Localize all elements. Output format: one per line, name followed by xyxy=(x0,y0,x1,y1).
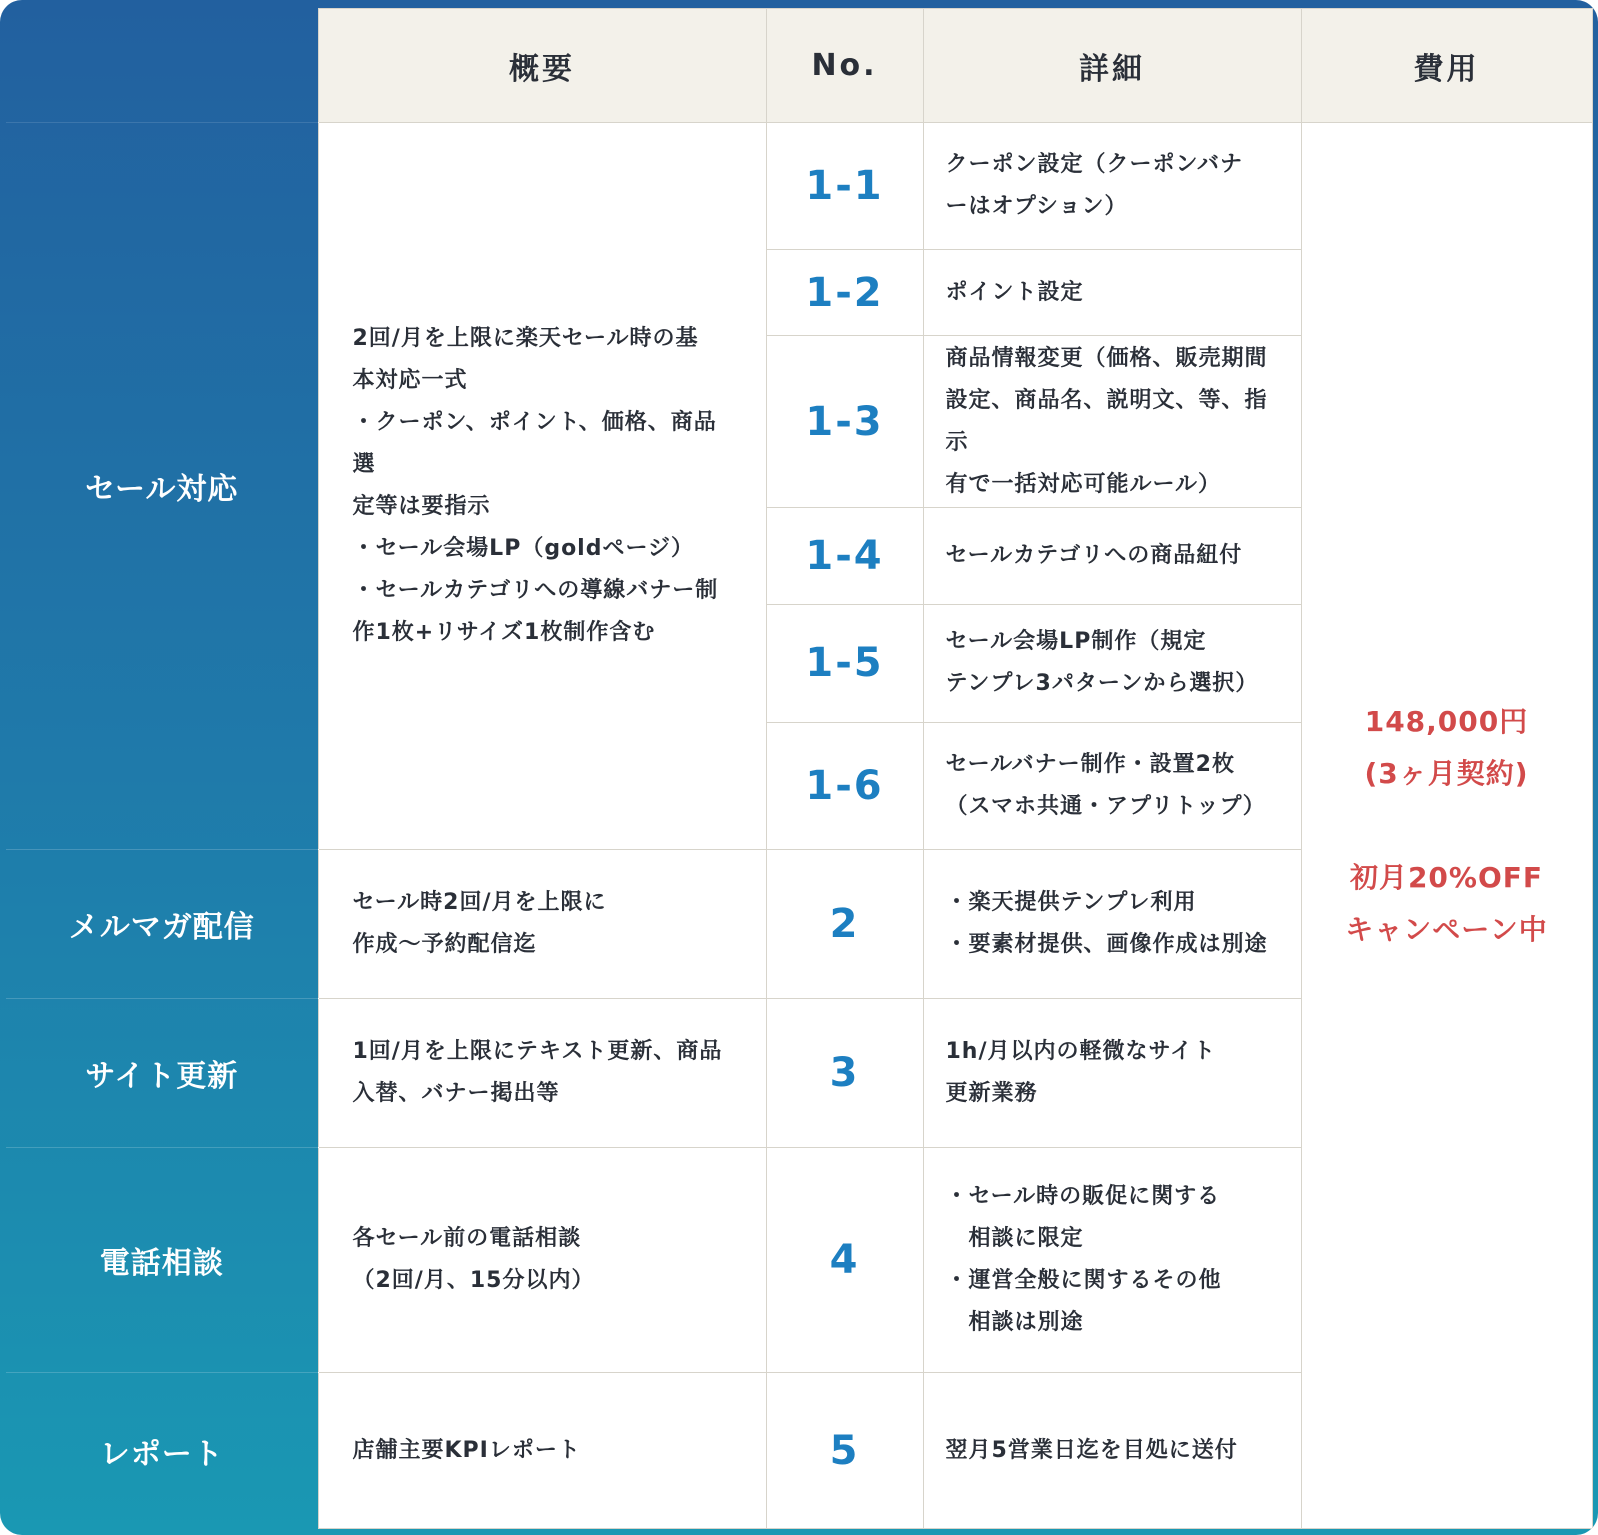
header-summary: 概要 xyxy=(318,9,766,123)
category-sale: セール対応 xyxy=(6,123,318,850)
summary-report: 店舗主要KPIレポート xyxy=(318,1373,766,1529)
item-detail: 翌月5営業日迄を目処に送付 xyxy=(923,1373,1301,1529)
cost-price: 148,000円 xyxy=(1364,704,1529,738)
category-report: レポート xyxy=(99,1436,224,1472)
header-cost: 費用 xyxy=(1301,9,1592,123)
header-detail: 詳細 xyxy=(923,9,1301,123)
item-no: 1-5 xyxy=(766,604,923,722)
item-no: 1-2 xyxy=(766,250,923,336)
campaign-discount: 初月20%OFF xyxy=(1349,860,1544,894)
item-no: 1-1 xyxy=(766,123,923,250)
cost-cell xyxy=(1301,123,1592,1529)
campaign-label: キャンペーン中 xyxy=(1345,912,1548,946)
item-detail: セール会場LP制作（規定 テンプレ3パターンから選択） xyxy=(923,604,1301,722)
summary-phone-consultation: 各セール前の電話相談 （2回/月、15分以内） xyxy=(318,1147,766,1372)
header-row xyxy=(6,9,1592,123)
category-site-update: サイト更新 xyxy=(6,999,318,1148)
item-no: 5 xyxy=(766,1373,923,1529)
item-no: 4 xyxy=(766,1147,923,1372)
category-newsletter: メルマガ配信 xyxy=(6,850,318,999)
item-detail: 1h/月以内の軽微なサイト 更新業務 xyxy=(923,999,1301,1148)
service-pricing-table xyxy=(6,8,1593,1529)
header-corner xyxy=(6,9,318,123)
item-no: 1-4 xyxy=(766,508,923,605)
cost-term: (3ヶ月契約) xyxy=(1364,756,1529,790)
summary-newsletter: セール時2回/月を上限に 作成〜予約配信迄 xyxy=(318,850,766,999)
item-no: 2 xyxy=(766,850,923,999)
summary-sale: 2回/月を上限に楽天セール時の基 本対応一式 ・クーポン、ポイント、価格、商品選 定等は要指示 ・セール会場LP（goldページ） ・セールカテゴリへの導線バナー制 作1枚+リサイズ1枚制作含む xyxy=(318,123,766,850)
item-detail: クーポン設定（クーポンバナ ーはオプション） xyxy=(923,123,1301,250)
item-no: 1-3 xyxy=(766,335,923,507)
item-detail: セールカテゴリへの商品紐付 xyxy=(923,508,1301,605)
item-detail: セールバナー制作・設置2枚 （スマホ共通・アプリトップ） xyxy=(923,723,1301,850)
category-phone-consultation: 電話相談 xyxy=(6,1147,318,1372)
item-no: 3 xyxy=(766,999,923,1148)
item-detail: 商品情報変更（価格、販売期間 設定、商品名、説明文、等、指示 有で一括対応可能ルール） xyxy=(923,335,1301,507)
item-no: 1-6 xyxy=(766,723,923,850)
item-detail: ・セール時の販促に関する 相談に限定 ・運営全般に関するその他 相談は別途 xyxy=(923,1147,1301,1372)
item-detail: ポイント設定 xyxy=(923,250,1301,336)
table-row xyxy=(6,123,1592,250)
summary-site-update: 1回/月を上限にテキスト更新、商品 入替、バナー掲出等 xyxy=(318,999,766,1148)
header-no: No. xyxy=(766,9,923,123)
item-detail: ・楽天提供テンプレ利用 ・要素材提供、画像作成は別途 xyxy=(923,850,1301,999)
